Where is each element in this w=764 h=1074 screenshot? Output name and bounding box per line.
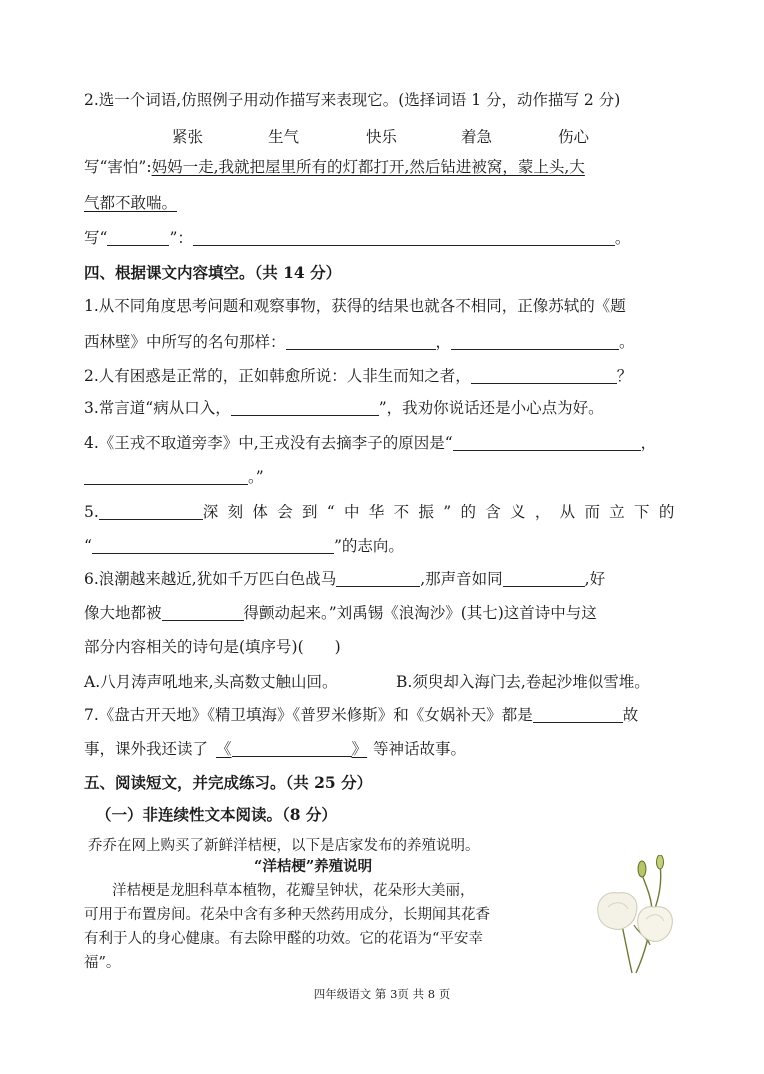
- s4-q1-line1: 1.从不同角度思考问题和观察事物，获得的结果也就各不相同，正像苏轼的《题: [84, 297, 626, 315]
- s4-q1-line2: 西林壁》中所写的名句那样： ， 。: [84, 333, 635, 351]
- article-para-line1: 洋桔梗是龙胆科草本植物，花瓣呈钟状，花朵形大美丽，: [112, 883, 475, 899]
- word-option: 伤心: [558, 128, 590, 146]
- s4-q7-line1: 7.《盘古开天地》《精卫填海》《普罗米修斯》和《女娲补天》都是 故: [84, 706, 639, 724]
- eustoma-flower-illustration: [590, 855, 680, 975]
- word-option: 着急: [461, 128, 493, 146]
- s4-q6-line2: 像大地都被 得颤动起来。”刘禹锡《浪淘沙》(其七)这首诗中与这: [84, 604, 597, 622]
- s4-q5-line1: 5. 深刻体会到“中华不振”的含义，从而立下的: [84, 503, 684, 521]
- section-4-title: 四、根据课文内容填空。（共 14 分）: [84, 263, 342, 282]
- book-blank[interactable]: [232, 742, 352, 757]
- page-footer: 四年级语文 第 3页 共 8 页: [313, 987, 451, 1001]
- word-option: 快乐: [366, 128, 398, 146]
- word-option: 紧张: [172, 128, 204, 146]
- s4-q5-line2: “ ”的志向。: [84, 537, 404, 555]
- s4-q4-line2: 。”: [84, 467, 264, 487]
- poem-blank-2[interactable]: [451, 335, 619, 350]
- example-line-2: 气都不敢喘。: [84, 194, 178, 212]
- s4-q6-options: [84, 672, 650, 692]
- quote-blank[interactable]: [471, 369, 617, 384]
- genre-blank[interactable]: [533, 708, 623, 723]
- tide-blank-3[interactable]: [162, 606, 244, 621]
- description-blank[interactable]: [193, 231, 615, 246]
- option-a[interactable]: A.八月涛声吼地来,头高数丈触山回。: [84, 673, 338, 691]
- article-title: “洋桔梗”养殖说明: [254, 858, 373, 875]
- word-blank[interactable]: [107, 231, 169, 246]
- word-option: 生气: [268, 128, 300, 146]
- poem-blank-1[interactable]: [286, 335, 436, 350]
- answer-line: 写“ ”： 。: [84, 229, 631, 247]
- article-para-line4: 福”。: [84, 955, 121, 971]
- article-para-line2: 可用于布置房间。花朵中含有多种天然药用成分，长期闻其花香: [84, 907, 490, 923]
- section-5-title: 五、阅读短文，并完成练习。（共 25 分）: [84, 773, 373, 792]
- reason-blank-2[interactable]: [84, 470, 248, 485]
- s4-q6-line1: 6.浪潮越来越近,犹如千万匹白色战马 ,那声音如同 ,好: [84, 570, 606, 588]
- s4-q4-line1: 4.《王戎不取道旁李》中,王戎没有去摘李子的原因是“ ，: [84, 434, 657, 452]
- s4-q6-line3: 部分内容相关的诗句是(填序号)( ): [84, 638, 341, 656]
- reason-blank-1[interactable]: [453, 436, 641, 451]
- option-b[interactable]: B.须臾却入海门去,卷起沙堆似雪堆。: [396, 673, 650, 691]
- article-para-line3: 有利于人的身心健康。有去除甲醛的功效。它的花语为“平安幸: [84, 931, 483, 947]
- s4-q3: 3.常言道“病从口入， ”，我劝你说话还是小心点为好。: [84, 399, 604, 417]
- tide-blank-1[interactable]: [336, 572, 420, 587]
- reading-intro: 乔乔在网上购买了新鲜洋桔梗，以下是店家发布的养殖说明。: [88, 838, 480, 854]
- s4-q2: 2.人有困惑是正常的，正如韩愈所说：人非生而知之者， ？: [84, 367, 633, 385]
- s4-q7-line2: 事，课外我还读了 《 》 等神话故事。: [84, 740, 467, 758]
- tide-blank-2[interactable]: [503, 572, 585, 587]
- person-blank[interactable]: [99, 505, 203, 520]
- proverb-blank[interactable]: [231, 401, 379, 416]
- section-5-sub1: （一）非连续性文本阅读。（8 分）: [96, 805, 337, 824]
- ambition-blank[interactable]: [92, 539, 334, 554]
- question-2-instruction: 2.选一个词语,仿照例子用动作描写来表现它。(选择词语 1 分，动作描写 2 分): [84, 91, 621, 109]
- example-line-1: 写“害怕”:妈妈一走,我就把屋里所有的灯都打开,然后钻进被窝，蒙上头,大: [84, 158, 585, 176]
